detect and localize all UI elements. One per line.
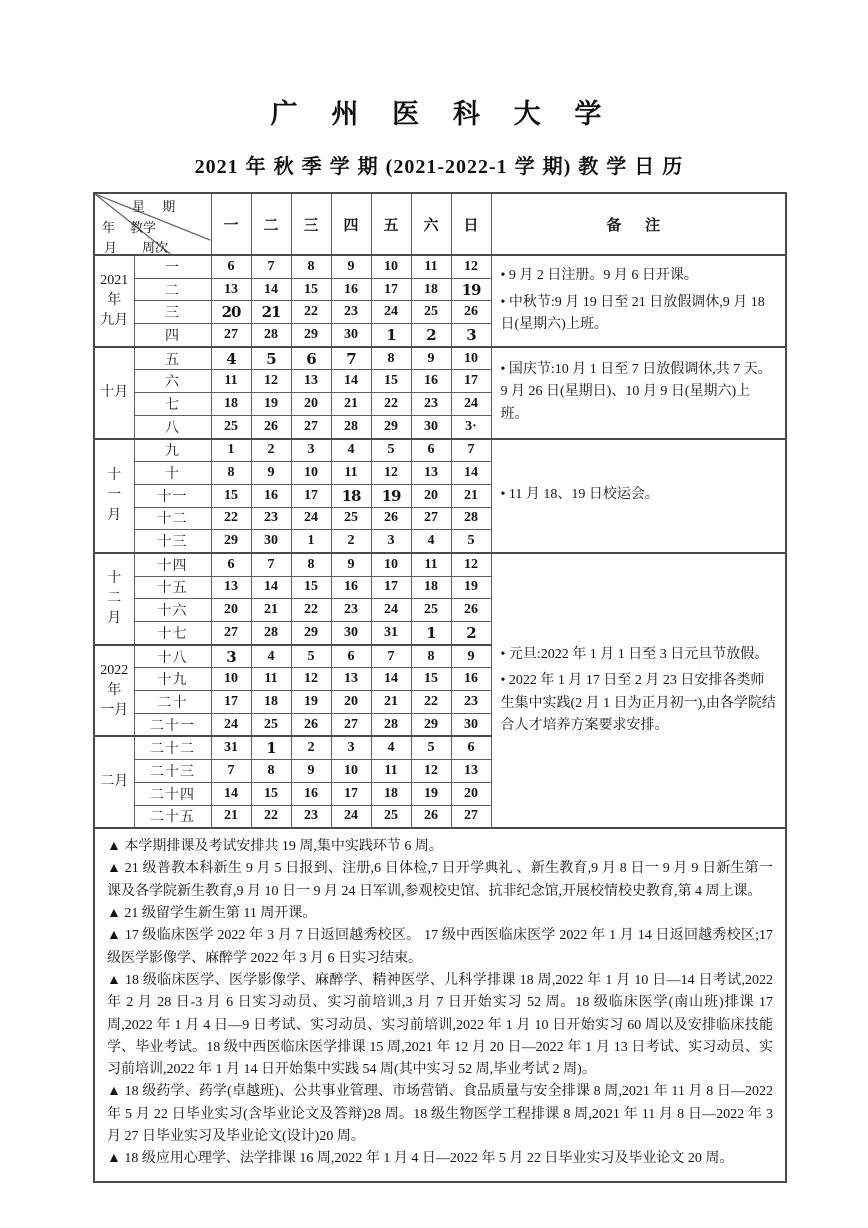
- date-cell: 3: [291, 439, 331, 462]
- footer-note: ▲ 21 级普教本科新生 9 月 5 日报到、注册,6 日体检,7 日开学典礼 、新生教育,9 月 8 日一 9 月 9 日新生第一课及各学院新生教育,9 月 10 日一 9 月 24 日军训,参观校史馆、抗非纪念馆,开展校情校史教育,第 4 周上课。: [107, 861, 773, 899]
- date-cell: 8: [371, 347, 411, 370]
- footer-note: ▲ 18 级临床医学、医学影像学、麻醉学、精神医学、儿科学排课 18 周,2022 年 1 月 10 日—14 日考试,2022 年 2 月 28 日-3 月 6 日实习动员、实习前培训,3 月 7 日开始实习 52 周。18 级临床医学(南山班)排课 17 周,2022 年 1 月 4 日—9 日考试、实习动员、实习前培训,2022 年 1 月 10 日开始实习 60 周以及安排临床技能学、毕业考试。18 级中西医临床医学排课 15 周,2021 年 12 月 20 日—2022 年 1 月 13 日考试、实习动员、实习前培训,2022 年 1 月 14 日开始集中实践 54 周(其中实习 52 周,毕业考试 2 周)。: [107, 972, 773, 1078]
- teaching-week-cell: 二十一: [134, 713, 211, 736]
- corner-teach-label: 教学: [130, 220, 157, 235]
- holiday-date-cell: 4: [211, 347, 251, 370]
- date-cell: 13: [331, 668, 371, 691]
- date-cell: 19: [451, 576, 491, 599]
- date-cell: 3·: [451, 415, 491, 438]
- date-cell: 20: [331, 691, 371, 714]
- remark-item: • 国庆节:10 月 1 日至 7 日放假调休,共 7 天。9 月 26 日(星期日)、10 月 9 日(星期六)上班。: [500, 361, 772, 422]
- date-cell: 22: [411, 691, 451, 714]
- month-cell: 十 一 月: [94, 439, 134, 553]
- date-cell: 25: [331, 507, 371, 530]
- teaching-week-cell: 十四: [134, 553, 211, 576]
- date-cell: 21: [251, 599, 291, 622]
- date-cell: 23: [251, 507, 291, 530]
- date-cell: 26: [291, 713, 331, 736]
- date-cell: 2: [251, 439, 291, 462]
- date-cell: 6: [411, 439, 451, 462]
- date-cell: 14: [251, 576, 291, 599]
- date-cell: 13: [451, 760, 491, 783]
- holiday-date-cell: 7: [331, 347, 371, 370]
- holiday-date-cell: 19: [451, 278, 491, 301]
- date-cell: 2: [291, 736, 331, 759]
- holiday-date-cell: 2: [451, 622, 491, 645]
- date-cell: 25: [411, 301, 451, 324]
- teaching-week-cell: 二十二: [134, 736, 211, 759]
- date-cell: 9: [331, 255, 371, 278]
- date-cell: 26: [371, 507, 411, 530]
- date-cell: 17: [371, 576, 411, 599]
- remark-cell: [491, 255, 786, 347]
- document-page: [93, 92, 785, 1183]
- date-cell: 12: [451, 255, 491, 278]
- teaching-week-cell: 二十五: [134, 805, 211, 828]
- date-cell: 6: [211, 255, 251, 278]
- calendar-week-row: [94, 439, 786, 462]
- holiday-date-cell: 1: [411, 622, 451, 645]
- date-cell: 22: [371, 393, 411, 416]
- date-cell: 15: [291, 576, 331, 599]
- date-cell: 8: [291, 553, 331, 576]
- date-cell: 17: [291, 484, 331, 507]
- date-cell: 8: [291, 255, 331, 278]
- date-cell: 29: [211, 530, 251, 553]
- date-cell: 12: [251, 370, 291, 393]
- date-cell: 23: [411, 393, 451, 416]
- date-cell: 17: [451, 370, 491, 393]
- date-cell: 11: [371, 760, 411, 783]
- teaching-week-cell: 二十三: [134, 760, 211, 783]
- teaching-week-cell: 十: [134, 462, 211, 485]
- holiday-date-cell: 19: [371, 484, 411, 507]
- date-cell: 27: [331, 713, 371, 736]
- date-cell: 23: [331, 599, 371, 622]
- date-cell: 22: [291, 599, 331, 622]
- teaching-week-cell: 二十: [134, 691, 211, 714]
- date-cell: 14: [251, 278, 291, 301]
- date-cell: 2: [331, 530, 371, 553]
- date-cell: 16: [331, 576, 371, 599]
- date-cell: 21: [211, 805, 251, 828]
- date-cell: 26: [411, 805, 451, 828]
- date-cell: 30: [331, 622, 371, 645]
- date-cell: 19: [291, 691, 331, 714]
- date-cell: 22: [211, 507, 251, 530]
- date-cell: 21: [331, 393, 371, 416]
- footer-note: ▲ 21 级留学生新生第 11 周开课。: [107, 906, 317, 922]
- date-cell: 9: [291, 760, 331, 783]
- remark-item: • 11 月 18、19 日校运会。: [500, 487, 659, 503]
- page-title: 广 州 医 科 大 学: [270, 99, 608, 129]
- date-cell: 7: [451, 439, 491, 462]
- date-cell: 29: [411, 713, 451, 736]
- date-cell: 10: [371, 553, 411, 576]
- teaching-week-cell: 二十四: [134, 782, 211, 805]
- date-cell: 10: [371, 255, 411, 278]
- date-cell: 7: [371, 645, 411, 668]
- month-cell: 十 二 月: [94, 553, 134, 645]
- date-cell: 29: [291, 622, 331, 645]
- date-cell: 19: [251, 393, 291, 416]
- footer-note: ▲ 18 级应用心理学、法学排课 16 周,2022 年 1 月 4 日—2022 年 5 月 22 日毕业实习及毕业论文 20 周。: [107, 1151, 734, 1167]
- date-cell: 13: [291, 370, 331, 393]
- date-cell: 20: [411, 484, 451, 507]
- date-cell: 14: [331, 370, 371, 393]
- teaching-week-cell: 十九: [134, 668, 211, 691]
- calendar-week-row: [94, 347, 786, 370]
- date-cell: 9: [251, 462, 291, 485]
- remark-item: • 9 月 2 日注册。9 月 6 日开课。: [500, 268, 698, 284]
- holiday-date-cell: 20: [211, 301, 251, 324]
- corner-month-label: 月: [104, 240, 118, 255]
- date-cell: 28: [331, 415, 371, 438]
- date-cell: 28: [251, 622, 291, 645]
- date-cell: 30: [451, 713, 491, 736]
- teaching-week-cell: 十三: [134, 530, 211, 553]
- date-cell: 10: [291, 462, 331, 485]
- date-cell: 20: [291, 393, 331, 416]
- date-cell: 11: [251, 668, 291, 691]
- date-cell: 8: [251, 760, 291, 783]
- date-cell: 6: [451, 736, 491, 759]
- date-cell: 13: [211, 278, 251, 301]
- date-cell: 31: [371, 622, 411, 645]
- remarks-header: 备 注: [491, 193, 786, 255]
- teaching-week-cell: 七: [134, 393, 211, 416]
- footer-note: ▲ 本学期排课及考试安排共 19 周,集中实践环节 6 周。: [107, 839, 443, 855]
- date-cell: 21: [451, 484, 491, 507]
- teaching-week-cell: 二: [134, 278, 211, 301]
- date-cell: 27: [291, 415, 331, 438]
- date-cell: 18: [251, 691, 291, 714]
- date-cell: 10: [331, 760, 371, 783]
- corner-header-cell: [94, 193, 211, 255]
- date-cell: 15: [291, 278, 331, 301]
- date-cell: 14: [371, 668, 411, 691]
- weekday-header: 日: [451, 193, 491, 255]
- remark-item: • 元旦:2022 年 1 月 1 日至 3 日元旦节放假。: [500, 646, 769, 662]
- date-cell: 15: [411, 668, 451, 691]
- teaching-week-cell: 十七: [134, 622, 211, 645]
- date-cell: 7: [251, 553, 291, 576]
- date-cell: 30: [411, 415, 451, 438]
- corner-weeknum-label: 周次: [142, 240, 169, 255]
- date-cell: 18: [371, 782, 411, 805]
- date-cell: 24: [331, 805, 371, 828]
- date-cell: 31: [211, 736, 251, 759]
- date-cell: 1: [291, 530, 331, 553]
- teaching-week-cell: 十八: [134, 645, 211, 668]
- teaching-week-cell: 八: [134, 415, 211, 438]
- date-cell: 13: [211, 576, 251, 599]
- date-cell: 25: [371, 805, 411, 828]
- month-cell: 2021年 九月: [94, 255, 134, 347]
- teaching-week-cell: 六: [134, 370, 211, 393]
- date-cell: 15: [371, 370, 411, 393]
- date-cell: 4: [251, 645, 291, 668]
- remark-cell: [491, 553, 786, 828]
- date-cell: 16: [331, 278, 371, 301]
- date-cell: 3: [371, 530, 411, 553]
- holiday-date-cell: 2: [411, 324, 451, 347]
- date-cell: 27: [211, 324, 251, 347]
- date-cell: 23: [451, 691, 491, 714]
- weekday-header: 五: [371, 193, 411, 255]
- date-cell: 30: [331, 324, 371, 347]
- date-cell: 29: [371, 415, 411, 438]
- date-cell: 5: [371, 439, 411, 462]
- date-cell: 5: [411, 736, 451, 759]
- date-cell: 28: [371, 713, 411, 736]
- date-cell: 26: [451, 301, 491, 324]
- month-cell: 二月: [94, 736, 134, 828]
- date-cell: 16: [411, 370, 451, 393]
- date-cell: 10: [451, 347, 491, 370]
- date-cell: 26: [251, 415, 291, 438]
- date-cell: 8: [411, 645, 451, 668]
- date-cell: 8: [211, 462, 251, 485]
- remark-item: • 2022 年 1 月 17 日至 2 月 23 日安排各类师生集中实践(2 月 1 日为正月初一),由各学院结合人才培养方案要求安排。: [500, 673, 776, 734]
- date-cell: 16: [451, 668, 491, 691]
- teaching-week-cell: 三: [134, 301, 211, 324]
- date-cell: 24: [371, 301, 411, 324]
- date-cell: 27: [211, 622, 251, 645]
- date-cell: 14: [211, 782, 251, 805]
- date-cell: 25: [251, 713, 291, 736]
- date-cell: 3: [331, 736, 371, 759]
- date-cell: 24: [211, 713, 251, 736]
- date-cell: 24: [371, 599, 411, 622]
- date-cell: 12: [451, 553, 491, 576]
- date-cell: 30: [251, 530, 291, 553]
- weekday-header: 二: [251, 193, 291, 255]
- date-cell: 17: [211, 691, 251, 714]
- corner-week-label: 星 期: [132, 199, 183, 214]
- date-cell: 7: [211, 760, 251, 783]
- date-cell: 12: [291, 668, 331, 691]
- date-cell: 12: [411, 760, 451, 783]
- date-cell: 17: [371, 278, 411, 301]
- holiday-date-cell: 21: [251, 301, 291, 324]
- date-cell: 20: [211, 599, 251, 622]
- date-cell: 10: [211, 668, 251, 691]
- calendar-body: [94, 255, 786, 828]
- date-cell: 4: [371, 736, 411, 759]
- date-cell: 27: [451, 805, 491, 828]
- holiday-date-cell: 3: [211, 645, 251, 668]
- date-cell: 17: [331, 782, 371, 805]
- holiday-date-cell: 6: [291, 347, 331, 370]
- date-cell: 9: [331, 553, 371, 576]
- date-cell: 25: [211, 415, 251, 438]
- date-cell: 9: [411, 347, 451, 370]
- date-cell: 7: [251, 255, 291, 278]
- date-cell: 1: [211, 439, 251, 462]
- date-cell: 27: [411, 507, 451, 530]
- footer-note: ▲ 17 级临床医学 2022 年 3 月 7 日返回越秀校区。 17 级中西医临床医学 2022 年 1 月 14 日返回越秀校区;17 级医学影像学、麻醉学 2022 年 3 月 6 日实习结束。: [107, 928, 773, 966]
- teaching-week-cell: 一: [134, 255, 211, 278]
- header-row: [94, 193, 786, 255]
- weekday-header: 一: [211, 193, 251, 255]
- date-cell: 15: [251, 782, 291, 805]
- date-cell: 25: [411, 599, 451, 622]
- holiday-date-cell: 1: [371, 324, 411, 347]
- holiday-date-cell: 3: [451, 324, 491, 347]
- date-cell: 4: [411, 530, 451, 553]
- date-cell: 16: [251, 484, 291, 507]
- calendar-week-row: [94, 553, 786, 576]
- date-cell: 5: [451, 530, 491, 553]
- footer-note: ▲ 18 级药学、药学(卓越班)、公共事业管理、市场营销、食品质量与安全排课 8 周,2021 年 11 月 8 日—2022 年 5 月 22 日毕业实习(含毕业论文及答辩)28 周。18 级生物医学工程排课 8 周,2021 年 11 月 8 日—2022 年 3 月 27 日毕业实习及毕业论文(设计)20 周。: [107, 1084, 773, 1145]
- date-cell: 23: [291, 805, 331, 828]
- teaching-week-cell: 十二: [134, 507, 211, 530]
- date-cell: 23: [331, 301, 371, 324]
- remark-cell: [491, 439, 786, 553]
- teaching-week-cell: 九: [134, 439, 211, 462]
- date-cell: 24: [291, 507, 331, 530]
- date-cell: 11: [411, 553, 451, 576]
- date-cell: 22: [291, 301, 331, 324]
- weekday-header: 六: [411, 193, 451, 255]
- date-cell: 24: [451, 393, 491, 416]
- date-cell: 28: [451, 507, 491, 530]
- date-cell: 5: [291, 645, 331, 668]
- month-cell: 2022年 一月: [94, 645, 134, 737]
- date-cell: 28: [251, 324, 291, 347]
- calendar-week-row: [94, 255, 786, 278]
- teaching-calendar-table: [93, 192, 787, 1183]
- date-cell: 26: [451, 599, 491, 622]
- date-cell: 11: [411, 255, 451, 278]
- date-cell: 12: [371, 462, 411, 485]
- remark-item: • 中秋节:9 月 19 日至 21 日放假调休,9 月 18 日(星期六)上班。: [500, 294, 765, 333]
- footer-notes: [94, 828, 786, 1181]
- date-cell: 21: [371, 691, 411, 714]
- date-cell: 22: [251, 805, 291, 828]
- date-cell: 9: [451, 645, 491, 668]
- date-cell: 11: [211, 370, 251, 393]
- date-cell: 20: [451, 782, 491, 805]
- date-cell: 29: [291, 324, 331, 347]
- date-cell: 18: [411, 278, 451, 301]
- footer-row: [94, 828, 786, 1181]
- holiday-date-cell: 1: [251, 736, 291, 759]
- holiday-date-cell: 5: [251, 347, 291, 370]
- date-cell: 4: [331, 439, 371, 462]
- date-cell: 11: [331, 462, 371, 485]
- teaching-week-cell: 十一: [134, 484, 211, 507]
- remark-cell: [491, 347, 786, 439]
- date-cell: 16: [291, 782, 331, 805]
- date-cell: 18: [211, 393, 251, 416]
- date-cell: 19: [411, 782, 451, 805]
- corner-year-label: 年: [102, 220, 116, 235]
- teaching-week-cell: 十六: [134, 599, 211, 622]
- month-cell: 十月: [94, 347, 134, 439]
- date-cell: 13: [411, 462, 451, 485]
- teaching-week-cell: 五: [134, 347, 211, 370]
- weekday-header: 三: [291, 193, 331, 255]
- date-cell: 6: [331, 645, 371, 668]
- weekday-header: 四: [331, 193, 371, 255]
- date-cell: 15: [211, 484, 251, 507]
- page-subtitle: 2021 年 秋 季 学 期 (2021-2022-1 学 期) 教 学 日 历: [194, 156, 684, 178]
- teaching-week-cell: 十五: [134, 576, 211, 599]
- date-cell: 14: [451, 462, 491, 485]
- date-cell: 18: [411, 576, 451, 599]
- teaching-week-cell: 四: [134, 324, 211, 347]
- holiday-date-cell: 18: [331, 484, 371, 507]
- date-cell: 6: [211, 553, 251, 576]
